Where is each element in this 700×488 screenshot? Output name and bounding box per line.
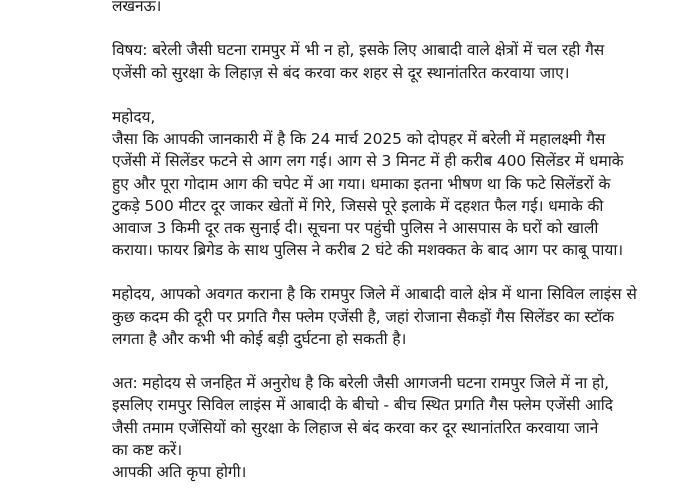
paragraph-line: इसलिए रामपुर सिविल लाइंस में आबादी के बीचो - बीच स्थित प्रगति गैस फ्लेम एजेंसी आदि [112,396,613,415]
paragraph-line: लगता है और कभी भी कोई बड़ी दुर्घटना हो सकती है। [112,329,407,348]
letter-salutation: महोदय, [112,107,156,126]
letter-paragraph-request [112,372,682,461]
letter-subject [112,39,682,83]
paragraph-line: जैसी तमाम एजेंसियों को सुरक्षा के लिहाज से बंद करवा कर दूर स्थानांतरित करवाया जाने [112,418,599,437]
spacer [112,84,682,106]
spacer [112,261,682,283]
paragraph-line: महोदय, आपको अवगत कराना है कि रामपुर जिले में आबादी वाले क्षेत्र में थाना सिविल लाइंस से [112,285,637,304]
paragraph-line: का कष्ट करें। [112,440,183,459]
letter-closing: आपकी अति कृपा होगी। [112,462,247,481]
subject-line: विषय: बरेली जैसी घटना रामपुर में भी न हो, इसके लिए आबादी वाले क्षेत्रों में चल रही गैस [112,41,605,60]
letter-paragraph-incident [112,128,682,261]
paragraph-line: जैसा कि आपकी जानकारी में है कि 24 मार्च 2025 को दोपहर में बरेली में महालक्ष्मी गैस [112,130,606,149]
spacer [112,17,682,39]
paragraph-line: एजेंसी में सिलेंडर फटने से आग लग गई। आग से 3 मिनट में ही करीब 400 सिलेंडर में धमाके [112,152,624,171]
paragraph-line: हुए और पूरा गोदाम आग की चपेट में आ गया। धमाका इतना भीषण था कि फटे सिलेंडरों के [112,174,611,193]
letter-place: लखनऊ। [112,0,162,15]
paragraph-line: टुकड़े 500 मीटर दूर जाकर खेतों में गिरे, जिससे पूरे इलाके में दहशत फैल गई। धमाके की [112,196,604,215]
letter-paragraph-rampur [112,283,682,350]
subject-line: एजेंसी को सुरक्षा के लिहाज़ से बंद करवा कर शहर से दूर स्थानांतरित करवाया जाए। [112,63,570,82]
paragraph-line: अत: महोदय से जनहित में अनुरोध है कि बरेली जैसी आगजनी घटना रामपुर जिले में ना हो, [112,374,610,393]
paragraph-line: कराया। फायर ब्रिगेड के साथ पुलिस ने करीब 2 घंटे की मशक्कत के बाद आग पर काबू पाया। [112,241,624,260]
paragraph-line: आवाज 3 किमी दूर तक सुनाई दी। सूचना पर पहुंची पुलिस ने आसपास के घरों को खाली [112,218,599,237]
paragraph-line: कुछ कदम की दूरी पर प्रगति गैस फ्लेम एजेंसी है, जहां रोजाना सैकड़ों गैस सिलेंडर का स्टॉक [112,307,614,326]
spacer [112,350,682,372]
